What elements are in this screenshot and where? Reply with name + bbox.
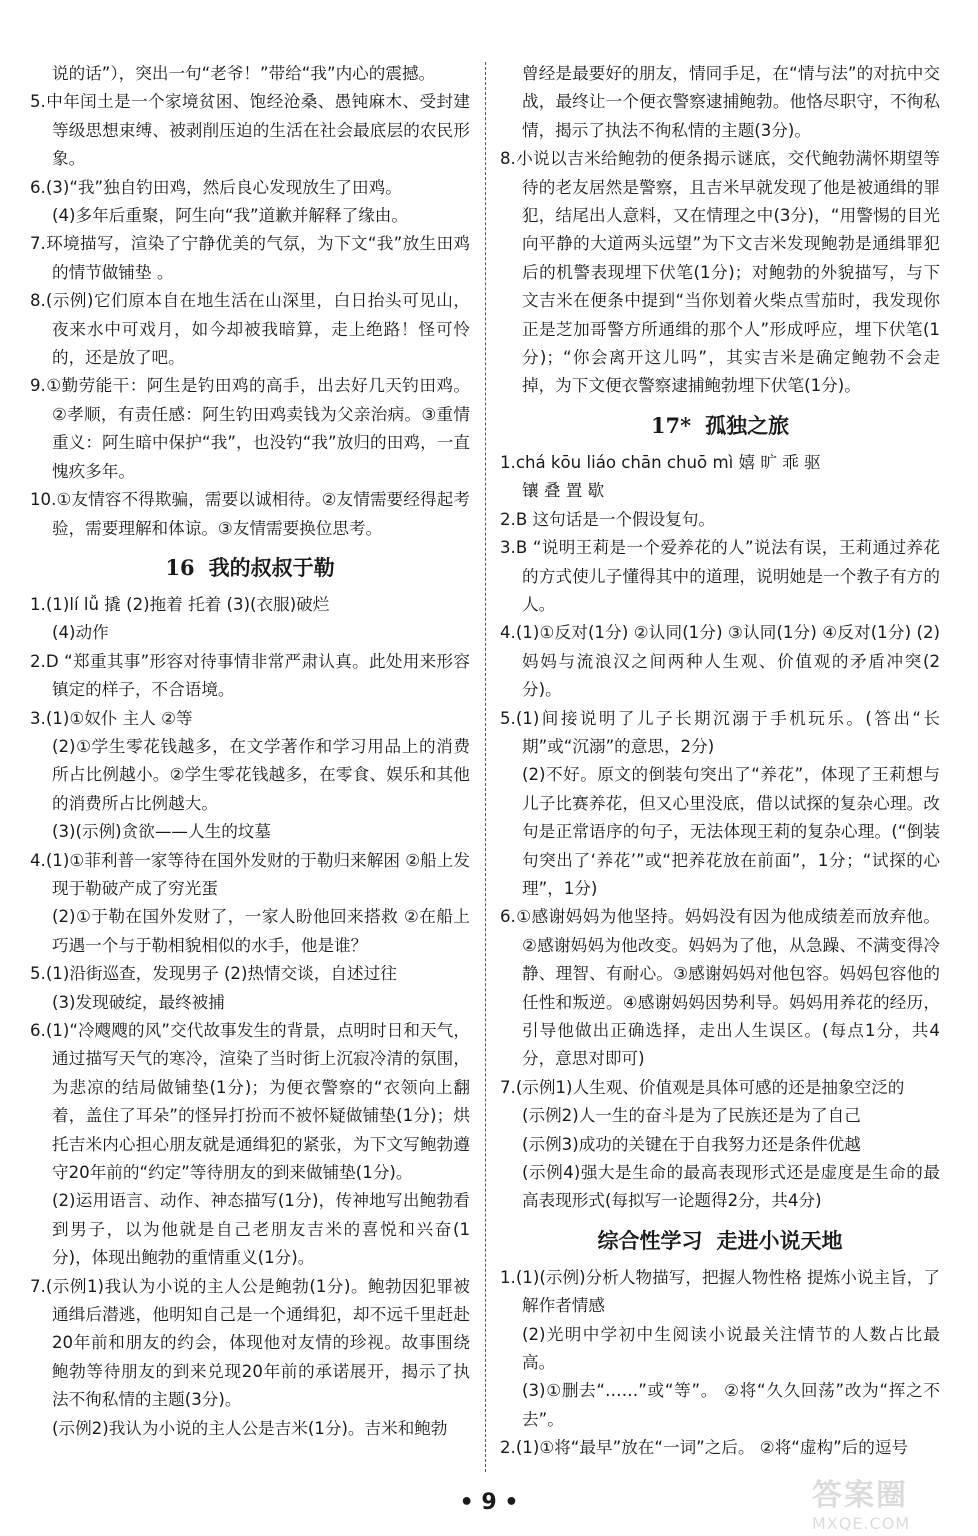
answer-paragraph: 3.B “说明王莉是一个爱养花的人”说法有误，王莉通过养花的方式使儿子懂得其中的道理，说明她是一个教子有方的人。	[500, 538, 940, 614]
answer-paragraph: (4)动作	[52, 623, 109, 643]
answer-paragraph: 8.(示例)它们原本自在地生活在山深里，白日抬头可见山，夜来水中可戏月，如今却被我暗算，走上绝路！怪可怜的，还是放了吧。	[30, 291, 470, 368]
answer-paragraph: 说的话”），突出一句“老爷！”带给“我”内心的震撼。	[52, 64, 436, 83]
answer-paragraph: 4.(1)①反对(1分) ②认同(1分) ③认同(1分) ④反对(1分) (2)妈妈与流浪汉之间两种人生观、价值观的矛盾冲突(2分)。	[500, 623, 940, 700]
answer-paragraph: 4.(1)①菲利普一家等待在国外发财的于勒归来解困 ②船上发现于勒破产成了穷光蛋	[30, 850, 470, 898]
section-title: 我的叔叔于勒	[208, 554, 335, 580]
section-heading	[30, 551, 470, 585]
watermark-logo	[812, 1470, 962, 1533]
answer-paragraph: 2.D “郑重其事”形容对待事情非常严肃认真。此处用来形容镇定的样子，不合语境。	[30, 651, 470, 700]
answer-paragraph: (示例2)我认为小说的主人公是吉米(1分)。吉米和鲍勃	[52, 1418, 448, 1438]
answer-paragraph: (3)①删去“……”或“等”。 ②将“久久回荡”改为“挥之不去”。	[522, 1381, 940, 1429]
section-heading	[500, 1224, 940, 1258]
watermark-cn: 答案圈	[812, 1478, 908, 1513]
answer-paragraph: (4)多年后重聚，阿生向“我”道歉并解释了缘由。	[52, 206, 408, 226]
watermark-en: MXQE.COM	[812, 1514, 911, 1533]
answer-paragraph: 6.①感谢妈妈为他坚持。妈妈没有因为他成绩差而放弃他。②感谢妈妈为他改变。妈妈为了他，从急躁、不满变得冷静、理智、有耐心。③感谢妈妈对他包容。妈妈包容他的任性和叛逆。④感谢妈妈因势利导。妈妈用养花的经历，引导他做出正确选择，走出人生误区。(每点1分，共4分，意思对即可)	[500, 907, 940, 1069]
answer-paragraph: 9.①勤劳能干：阿生是钓田鸡的高手，出去好几天钓田鸡。②孝顺，有责任感：阿生钓田鸡卖钱为父亲治病。③重情重义：阿生暗中保护“我”，也没钓“我”放归的田鸡，一直愧疚多年。	[30, 376, 470, 481]
section-number: 综合性学习	[597, 1227, 703, 1253]
answer-paragraph: (示例3)成功的关键在于自我努力还是条件优越	[522, 1134, 861, 1154]
answer-paragraph: (3)(示例)贪欲——人生的坟墓	[52, 822, 271, 842]
answer-paragraph: (示例2)人一生的奋斗是为了民族还是为了自己	[522, 1106, 861, 1126]
left-column	[30, 60, 470, 1443]
answer-paragraph: 1.(1)lí lǚ 撬 (2)拖着 托着 (3)(衣服)破烂	[30, 594, 330, 614]
answer-paragraph: (2)光明中学初中生阅读小说最关注情节的人数占比最高。	[522, 1324, 940, 1373]
answer-paragraph: 2.B 这句话是一个假设复句。	[500, 509, 716, 529]
answer-paragraph: 7.(示例1)人生观、价值观是具体可感的还是抽象空泛的	[500, 1077, 905, 1097]
answer-paragraph: 3.(1)①奴仆 主人 ②等	[30, 708, 193, 728]
answer-paragraph: 10.①友情容不得欺骗，需要以诚相待。②友情需要经得起考验，需要理解和体谅。③友情需要换位思考。	[30, 490, 470, 538]
answer-paragraph: 1.chá kōu liáo chān chuō mì 嬉 旷 乖 驱	[500, 452, 821, 472]
column-divider	[485, 62, 486, 1472]
answer-paragraph: 6.(3)“我”独自钓田鸡，然后良心发现放生了田鸡。	[30, 177, 402, 197]
section-number: 16	[165, 554, 195, 580]
answer-paragraph: 5.(1)沿街巡查，发现男子 (2)热情交谈，自述过往	[30, 964, 397, 984]
section-title: 走进小说天地	[716, 1227, 843, 1253]
answer-paragraph: 1.(1)(示例)分析人物描写，把握人物性格 提炼小说主旨，了解作者情感	[500, 1267, 940, 1316]
answer-paragraph: (2)①于勒在国外发财了，一家人盼他回来搭救 ②在船上巧遇一个与于勒相貌相似的水手，他是谁？	[52, 907, 470, 955]
answer-paragraph: (示例4)强大是生命的最高表现形式还是虚度是生命的最高表现形式(每拟写一论题得2分，共4分)	[522, 1163, 940, 1211]
answer-paragraph: (2)①学生零花钱越多，在文学著作和学习用品上的消费所占比例越小。②学生零花钱越多，在零食、娱乐和其他的消费所占比例越大。	[52, 736, 470, 813]
page-number: • 9 •	[459, 1490, 519, 1515]
answer-paragraph: 5.(1)间接说明了儿子长期沉溺于手机玩乐。(答出“长期”或“沉溺”的意思，2分)	[500, 708, 940, 756]
section-heading	[500, 409, 940, 443]
section-number: 17*	[650, 412, 692, 438]
answer-paragraph: 7.(示例1)我认为小说的主人公是鲍勃(1分)。鲍勃因犯罪被通缉后潜逃，他明知自己是一个通缉犯，却不远千里赶赴20年前和朋友的约会，体现他对友情的珍视。故事围绕鲍勃等待朋友的到来兑现20年前的承诺展开，揭示了执法不徇私情的主题(3分)。	[30, 1276, 470, 1410]
answer-paragraph: 曾经是最要好的朋友，情同手足，在“情与法”的对抗中交战，最终让一个便衣警察逮捕鲍勃。他恪尽职守，不徇私情，揭示了执法不徇私情的主题(3分)。	[522, 64, 940, 140]
answer-paragraph: 8.小说以吉米给鲍勃的便条揭示谜底，交代鲍勃满怀期望等待的老友居然是警察，且吉米早就发现了他是被通缉的罪犯，结尾出人意料，又在情理之中(3分)，“用警惕的目光向平静的大道两头远望”为下文吉米发现鲍勃是通缉罪犯后的机警表现埋下伏笔(1分)；对鲍勃的外貌描写，与下文吉米在便条中提到“当你划着火柴点雪茄时，我发现你正是芝加哥警方所通缉的那个人”形成呼应，埋下伏笔(1分)；“你会离开这儿吗”，其实吉米是确定鲍勃不会走掉，为下文便衣警察逮捕鲍勃埋下伏笔(1分)。	[500, 149, 940, 396]
answer-paragraph: 镶 叠 置 歇	[522, 481, 605, 501]
answer-paragraph: 6.(1)“冷飕飕的风”交代故事发生的背景，点明时日和天气，通过描写天气的寒冷，渲染了当时街上沉寂冷清的氛围，为悲凉的结局做铺垫(1分)；为便衣警察的“衣领向上翻着，盖住了耳朵”的怪异打扮而不被怀疑做铺垫(1分)；烘托吉米内心担心朋友就是通缉犯的紧张，为下文写鲍勃遵守20年前的“约定”等待朋友的到来做铺垫(1分)。	[30, 1021, 470, 1183]
answer-paragraph: (3)发现破绽，最终被捕	[52, 992, 225, 1012]
right-column	[500, 60, 940, 1463]
answer-paragraph: (2)不好。原文的倒装句突出了“养花”，体现了王莉想与儿子比赛养花，但又心里没底，借以试探的复杂心理。改句是正常语序的句子，无法体现王莉的复杂心理。(“倒装句突出了‘养花’”或“把养花放在前面”，1分；“试探的心理”，1分)	[522, 765, 940, 898]
answer-paragraph: 7.环境描写，渲染了宁静优美的气氛，为下文“我”放生田鸡的情节做铺垫 。	[30, 234, 470, 282]
answer-paragraph: (2)运用语言、动作、神态描写(1分)，传神地写出鲍勃看到男子，以为他就是自己老朋友吉米的喜悦和兴奋(1分)，体现出鲍勃的重情重义(1分)。	[52, 1191, 470, 1268]
section-title: 孤独之旅	[705, 412, 790, 438]
answer-paragraph: 2.(1)①将“最早”放在“一词”之后。 ②将“虚构”后的逗号	[500, 1438, 909, 1458]
answer-paragraph: 5.中年闰土是一个家境贫困、饱经沧桑、愚钝麻木、受封建等级思想束缚、被剥削压迫的生活在社会最底层的农民形象。	[30, 92, 470, 169]
